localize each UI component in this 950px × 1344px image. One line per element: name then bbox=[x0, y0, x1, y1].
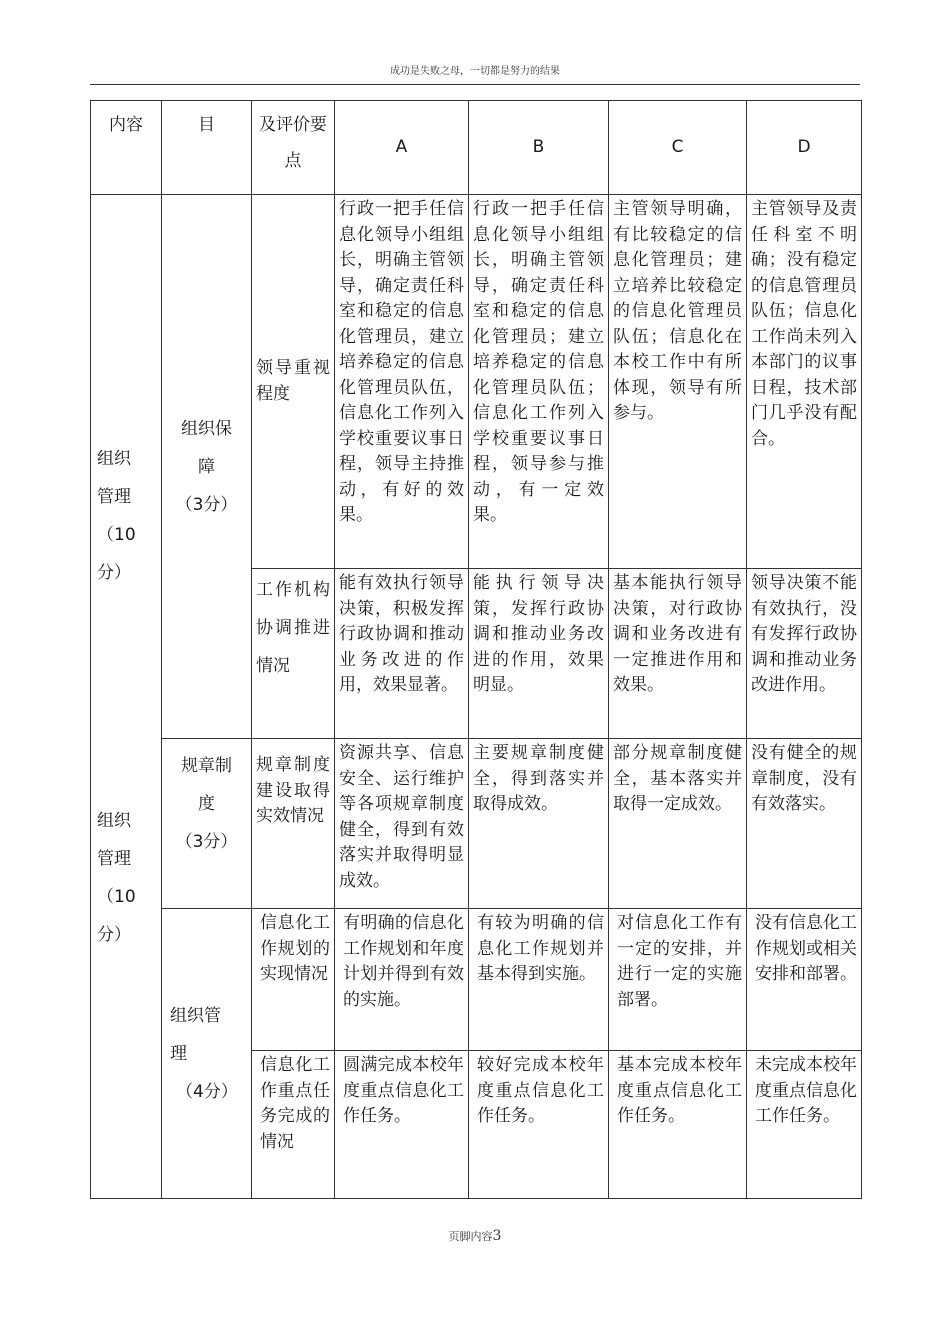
group-name-line: （3分） bbox=[175, 832, 238, 852]
level-b-cell: 较好完成本校年度重点信息化工作任务。 bbox=[469, 1051, 609, 1199]
group-name-line: （3分） bbox=[175, 494, 238, 515]
topic-cell: 信息化工作规划的实现情况 bbox=[252, 909, 335, 1051]
category-line: 管理 bbox=[97, 486, 131, 507]
group-name-line: 理 bbox=[170, 1043, 187, 1064]
category-line: 管理 bbox=[97, 848, 131, 869]
header-cell-c: C bbox=[609, 101, 747, 195]
evaluation-table bbox=[90, 100, 862, 1199]
header-row bbox=[91, 101, 862, 195]
topic-cell: 规章制度建设取得实效情况 bbox=[252, 739, 335, 909]
group-name-line: 度 bbox=[198, 794, 215, 814]
category-line: （10 bbox=[97, 886, 136, 907]
category-line: 组织 bbox=[97, 448, 131, 469]
header-rule bbox=[90, 84, 860, 85]
level-a-cell: 能有效执行领导决策，积极发挥行政协调和推动业务改进的作用，效果显著。 bbox=[335, 569, 469, 739]
group-name-line: 障 bbox=[198, 456, 215, 477]
level-d-cell: 没有信息化工作规划或相关安排和部署。 bbox=[747, 909, 862, 1051]
header-cell-item: 目 bbox=[162, 101, 252, 195]
level-c-cell: 对信息化工作有一定的安排，并进行一定的实施部署。 bbox=[609, 909, 747, 1051]
page-footer bbox=[0, 1228, 950, 1244]
level-c-cell: 基本完成本校年度重点信息化工作任务。 bbox=[609, 1051, 747, 1199]
category-line: 分） bbox=[97, 562, 131, 583]
level-a-cell: 行政一把手任信息化领导小组组长，明确主管领导，确定责任科室和稳定的信息化管理员，建立培养稳定的信息化管理员队伍，信息化工作列入学校重要议事日程，领导主持推动，有好的效果。 bbox=[335, 195, 469, 569]
group-name-line: 组织管 bbox=[170, 1005, 221, 1026]
level-b-cell: 主要规章制度健全，得到落实并取得成效。 bbox=[469, 739, 609, 909]
level-a-cell: 资源共享、信息安全、运行维护等各项规章制度健全，得到有效落实并取得明显成效。 bbox=[335, 739, 469, 909]
category-line: 组织 bbox=[97, 810, 131, 831]
topic-cell: 领导重视程度 bbox=[252, 195, 335, 569]
level-c-cell: 基本能执行领导决策，对行政协调和业务改进有一定推进作用和效果。 bbox=[609, 569, 747, 739]
level-c-cell: 主管领导明确，有比较稳定的信息化管理员；建立培养比较稳定的信息化管理员队伍；信息化在本校工作中有所体现，领导有所参与。 bbox=[609, 195, 747, 569]
table-row bbox=[91, 739, 862, 909]
page-number: 3 bbox=[492, 1228, 502, 1244]
header-cell-d: D bbox=[747, 101, 862, 195]
group-name-cell bbox=[162, 195, 252, 739]
header-cell-content: 内容 bbox=[91, 101, 162, 195]
group-name-line: 组织保 bbox=[181, 418, 232, 439]
topic-cell: 信息化工作重点任务完成的情况 bbox=[252, 1051, 335, 1199]
level-b-cell: 有较为明确的信息化工作规划并基本得到实施。 bbox=[469, 909, 609, 1051]
table-row bbox=[91, 195, 862, 569]
level-b-cell: 行政一把手任信息化领导小组组长，明确主管领导，确定责任科室和稳定的信息化管理员；建立培养稳定的信息化管理员队伍；信息化工作列入学校重要议事日程，领导参与推动，有一定效果。 bbox=[469, 195, 609, 569]
header-cell-points: 及评价要点 bbox=[252, 101, 335, 195]
level-d-cell: 领导决策不能有效执行，没有发挥行政协调和推动业务改进作用。 bbox=[747, 569, 862, 739]
group-name-cell bbox=[162, 739, 252, 909]
level-d-cell: 主管领导及责任科室不明确；没有稳定的信息管理员队伍；信息化工作尚未列入本部门的议事日程，技术部门几乎没有配合。 bbox=[747, 195, 862, 569]
page-header: 成功是失败之母，一切都是努力的结果 bbox=[390, 66, 560, 77]
level-a-cell: 圆满完成本校年度重点信息化工作任务。 bbox=[335, 1051, 469, 1199]
group-name-line: 规章制 bbox=[181, 756, 232, 776]
category-spacer bbox=[97, 592, 157, 802]
footer-text: 页脚内容 bbox=[448, 1230, 493, 1243]
category-line: 分） bbox=[97, 924, 131, 945]
level-d-cell: 没有健全的规章制度，没有有效落实。 bbox=[747, 739, 862, 909]
level-c-cell: 部分规章制度健全，基本落实并取得一定成效。 bbox=[609, 739, 747, 909]
header-cell-b: B bbox=[469, 101, 609, 195]
topic-cell: 工作机构协调推进情况 bbox=[252, 569, 335, 739]
table-row bbox=[91, 909, 862, 1051]
group-name-cell bbox=[162, 909, 252, 1199]
level-a-cell: 有明确的信息化工作规划和年度计划并得到有效的实施。 bbox=[335, 909, 469, 1051]
group-name-line: （4分） bbox=[176, 1081, 238, 1102]
level-b-cell: 能执行领导决策，发挥行政协调和推动业务改进的作用，效果明显。 bbox=[469, 569, 609, 739]
category-line: （10 bbox=[97, 524, 136, 545]
category-cell bbox=[91, 195, 162, 1199]
header-cell-a: A bbox=[335, 101, 469, 195]
level-d-cell: 未完成本校年度重点信息化工作任务。 bbox=[747, 1051, 862, 1199]
